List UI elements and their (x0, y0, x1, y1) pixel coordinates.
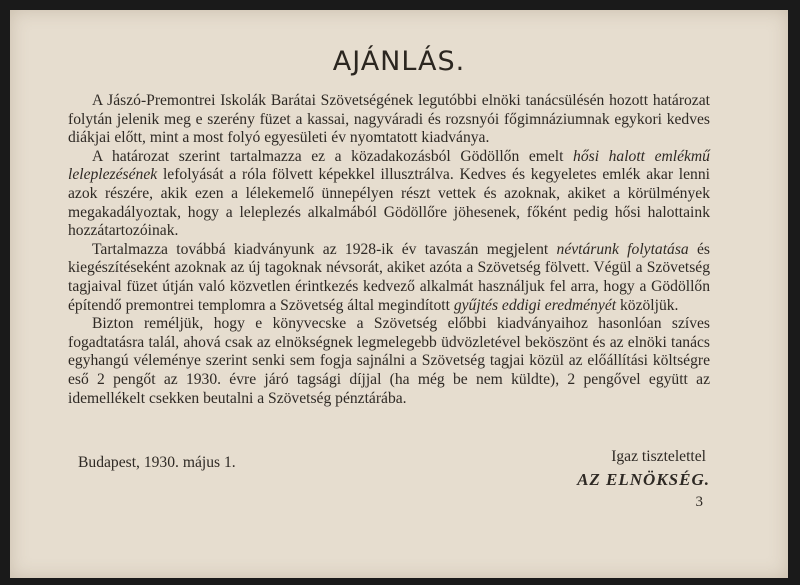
text-run: Bizton reméljük, hogy e könyvecske a Szövetség előbbi kiadványaihoz hasonlóan szíves fogadtatásra talál, ahová csak az elnökségnek legmelegebb üdvözletével beköszönt és az elnöki tanács egyhangú véleménye szerint senki sem fogja sajnálni a Szövetség tagjai közül az előállítási költségre eső 2 pengőt az 1930. évre járó tagsági díjjal (ha még be nem küldte), 2 pengővel együtt az idemellékelt csekken beutalni a Szövetség pénztárába. (68, 315, 710, 407)
signature: AZ ELNÖKSÉG. (577, 470, 710, 489)
emphasis-text: hősi halott emlékmű leleplezésének (68, 147, 710, 184)
page-title: AJÁNLÁS. (332, 46, 466, 77)
paragraph (68, 92, 710, 148)
place-date: Budapest, 1930. május 1. (78, 454, 236, 471)
text-run: lefolyását a róla fölvett képekkel illusztrálva. Kedves és kegyeletes emlék akar lenni azok részére, akik ezen a lélekemelő ünnepélyen részt vettek és azoknak, akiket a körülmények megakadályoztak, hogy a leleplezés alkalmából Gödöllőre jöhesenek, főként pedig hősi halottaink hozzátartozóinak. (68, 166, 710, 240)
page-number: 3 (695, 494, 703, 510)
text-run: közöljük. (616, 296, 679, 314)
text-run: Tartalmazza továbbá kiadványunk az 1928-ik év tavaszán megjelent (92, 240, 557, 258)
body-text (68, 92, 710, 408)
book-page (10, 10, 788, 578)
emphasis-text: gyűjtés eddigi eredményét (453, 296, 617, 314)
text-run: A Jászó-Premontrei Iskolák Barátai Szövetségének legutóbbi elnöki tanácsülésén hozott határozat folytán jelenik meg e szerény füzet a kassai, nagyváradi és rozsnyói főgimnáziumnak egykori kedves diákjai előtt, mint a most folyó egyesületi év nyomtatott kiadványa. (68, 92, 710, 147)
text-run: és kiegészítéseként azoknak az új tagoknak névsorát, akiket azóta a Szövetség fölvett. Végül a Szövetség tagjaival füzet útján való közvetlen érintkezés kedvező alkalmát használjuk fel arra, hogy a Gödöllőn építendő premontrei templomra a Szövetség által megindított (68, 240, 710, 314)
paragraph (68, 148, 710, 241)
text-run: A határozat szerint tartalmazza ez a közadakozásból Gödöllőn emelt (92, 147, 574, 165)
emphasis-text: névtárunk folytatása (556, 240, 689, 258)
paragraph (68, 241, 710, 315)
paragraph (68, 315, 710, 408)
closing-regards: Igaz tisztelettel (611, 448, 706, 465)
